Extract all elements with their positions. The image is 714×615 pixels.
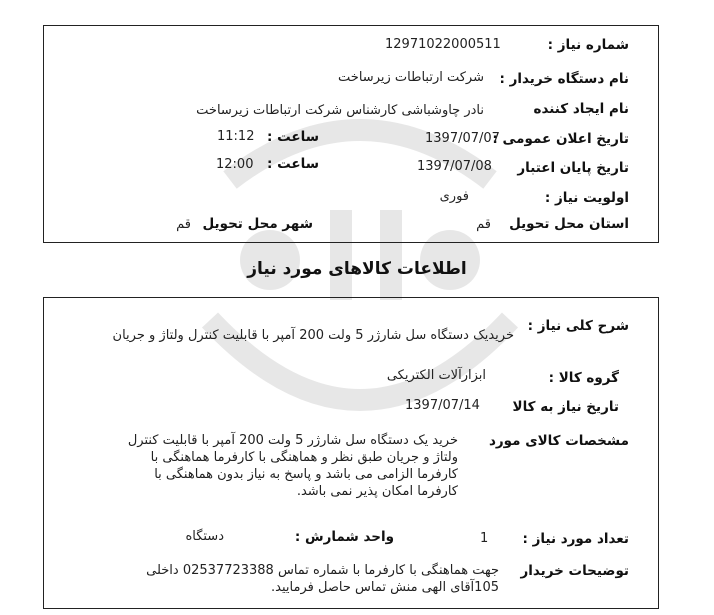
goods-group-label: گروه کالا : [548,370,619,386]
announce-time: 11:12 [217,129,255,144]
announce-date-label: تاریخ اعلان عمومی : [492,131,629,147]
expire-time: 12:00 [216,157,254,172]
announce-date: 1397/07/07 [425,131,500,146]
specs-label: مشخصات کالای مورد [488,433,629,449]
creator-value: نادر چاوشباشی کارشناس شرکت ارتباطات زیرساخت [196,103,484,118]
province-value: قم [476,217,491,232]
quantity-label: تعداد مورد نیاز : [522,531,629,547]
buyer-value: شرکت ارتباطات زیرساخت [338,70,484,85]
goods-group-value: ابزارآلات الکتریکی [386,368,486,383]
buyer-notes-label: توضیحات خریدار [520,563,629,579]
quantity-value: 1 [480,531,489,546]
description-value: خریدیک دستگاه سل شارژر 5 ولت 200 آمپر با قابلیت کنترل ولتاژ و جریان [112,328,514,343]
need-number-label: شماره نیاز : [547,37,629,53]
expire-date-label: تاریخ پایان اعتبار [517,160,629,176]
announce-time-label: ساعت : [267,129,319,145]
need-date-label: تاریخ نیاز به کالا [512,399,619,415]
need-number: 12971022000511 [385,37,501,52]
province-label: استان محل تحویل [509,216,629,232]
section-heading: اطلاعات کالاهای مورد نیاز [247,259,467,279]
creator-label: نام ایجاد کننده [533,101,629,117]
unit-label: واحد شمارش : [294,529,394,545]
specs-value: خرید یک دستگاه سل شارژر 5 ولت 200 آمپر با قابلیت کنترل ولتاژ و جریان طبق نظر و هماهنگی با کارفرما هماهنگی با کارفرما الزامی می باشد و پاسخ به نیاز بدون هماهنگی با کارفرما امکان پذیر نمی باشد. [127,433,458,499]
description-label: شرح کلی نیاز : [527,318,629,334]
city-label: شهر محل تحویل [202,216,313,232]
priority-label: اولویت نیاز : [544,190,629,206]
city-value: قم [176,217,191,232]
expire-time-label: ساعت : [267,156,319,172]
priority-value: فوری [439,189,469,204]
need-date: 1397/07/14 [405,398,480,413]
unit-value: دستگاه [185,529,224,544]
expire-date: 1397/07/08 [417,159,492,174]
buyer-notes-value: جهت هماهنگی با کارفرما با شماره تماس 02537723388 داخلی 105آقای الهی منش تماس حاصل فرمایید. [146,563,499,595]
buyer-label: نام دستگاه خریدار : [499,71,629,87]
